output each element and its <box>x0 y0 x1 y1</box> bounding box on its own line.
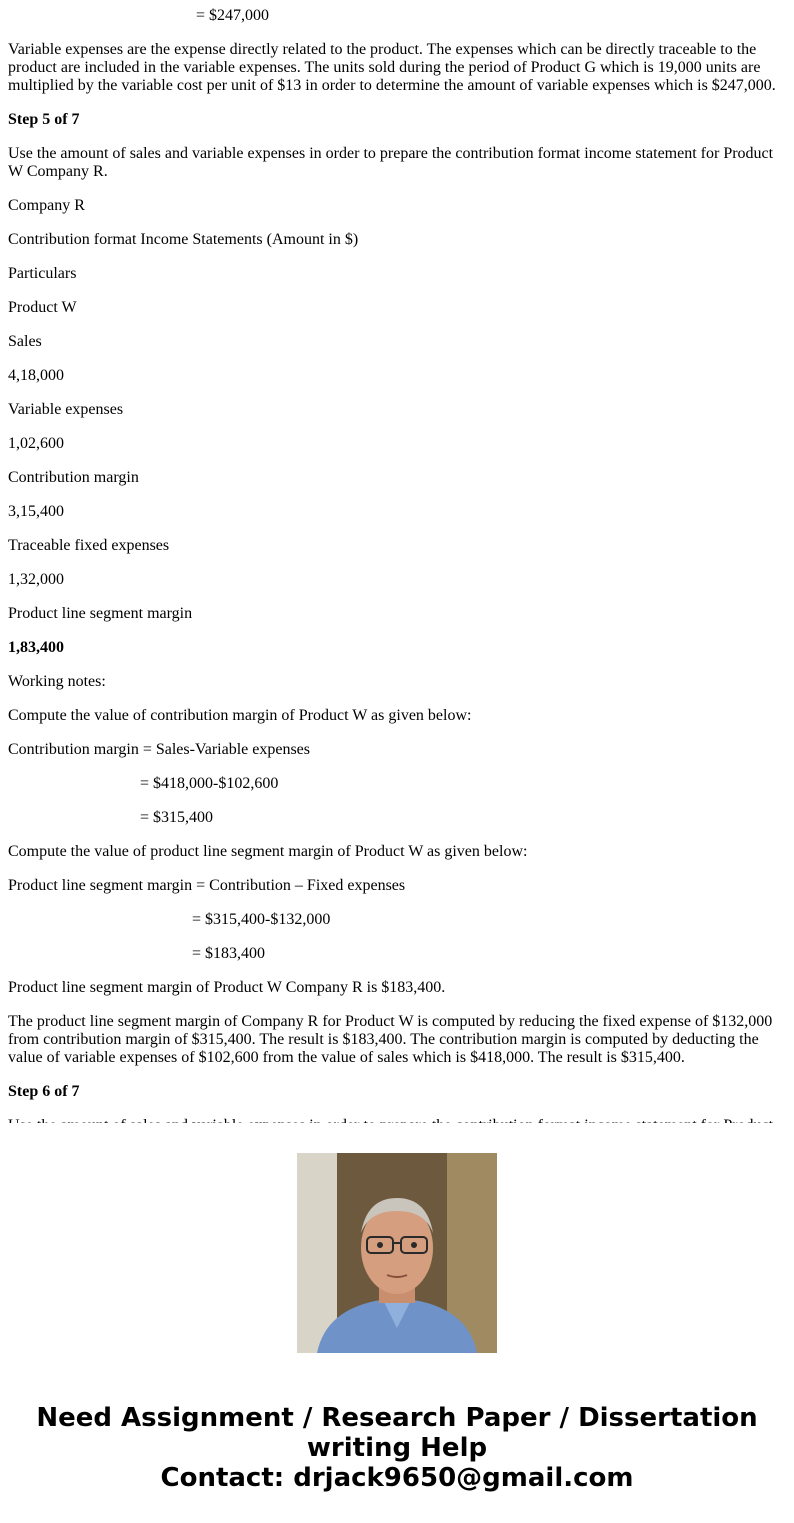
cm-line2: = $418,000-$102,600 <box>140 775 279 792</box>
plsm-line3: = $183,400 <box>192 945 266 962</box>
company-name: Company R <box>8 197 85 214</box>
solution-document <box>8 0 786 1123</box>
avatar <box>297 1153 497 1353</box>
cm-line3: = $315,400 <box>140 809 214 826</box>
promo-contact: Contact: drjack9650@gmail.com <box>160 1463 634 1493</box>
plsm-line2: = $315,400-$132,000 <box>192 911 331 928</box>
row-contribution-margin-label: Contribution margin <box>8 469 139 486</box>
row-sales-value: 4,18,000 <box>8 367 64 384</box>
plsm-intro: Compute the value of product line segment margin of Product W as given below: <box>8 843 528 860</box>
table-header-value: Product W <box>8 299 77 316</box>
variable-expenses-paragraph: Variable expenses are the expense directly related to the product. The expenses which can be directly traceable to the product are included in the variable expenses. The units sold during the period of Product G which is 19,000 units are multiplied by the variable cost per unit of $13 in order to determine the amount of variable expenses which is $247,000. <box>8 41 776 94</box>
plsm-formula: Product line segment margin = Contribution – Fixed expenses <box>8 877 406 894</box>
step5-intro: Use the amount of sales and variable expenses in order to prepare the contribution format income statement for Product W Company R. <box>8 145 774 180</box>
promo-text <box>0 1403 794 1493</box>
row-variable-expenses-label: Variable expenses <box>8 401 124 418</box>
table-header-label: Particulars <box>8 265 77 282</box>
working-notes-label: Working notes: <box>8 673 106 690</box>
promo-line2: writing Help <box>306 1433 488 1463</box>
row-segment-margin-label: Product line segment margin <box>8 605 193 622</box>
step6-heading: Step 6 of 7 <box>8 1083 80 1100</box>
promo-line1: Need Assignment / Research Paper / Dissertation <box>36 1403 758 1433</box>
row-traceable-fixed-label: Traceable fixed expenses <box>8 537 170 554</box>
promo-banner <box>0 1123 794 1523</box>
row-sales-label: Sales <box>8 333 42 350</box>
row-traceable-fixed-value: 1,32,000 <box>8 571 64 588</box>
step5-heading: Step 5 of 7 <box>8 111 80 128</box>
cm-intro: Compute the value of contribution margin of Product W as given below: <box>8 707 472 724</box>
plsm-result: Product line segment margin of Product W Company R is $183,400. <box>8 979 446 996</box>
statement-title: Contribution format Income Statements (Amount in $) <box>8 231 359 248</box>
row-variable-expenses-value: 1,02,600 <box>8 435 64 452</box>
explanation-paragraph: The product line segment margin of Company R for Product W is computed by reducing the fixed expense of $132,000 from contribution margin of $315,400. The result is $183,400. The contribution margin is computed by deducting the value of variable expenses of $102,600 from the value of sales which is $418,000. The result is $315,400. <box>8 1013 773 1066</box>
cm-formula: Contribution margin = Sales-Variable expenses <box>8 741 310 758</box>
row-segment-margin-value: 1,83,400 <box>8 639 64 656</box>
line-top-result: = $247,000 <box>196 7 270 24</box>
portrait-photo <box>297 1153 497 1353</box>
row-contribution-margin-value: 3,15,400 <box>8 503 64 520</box>
